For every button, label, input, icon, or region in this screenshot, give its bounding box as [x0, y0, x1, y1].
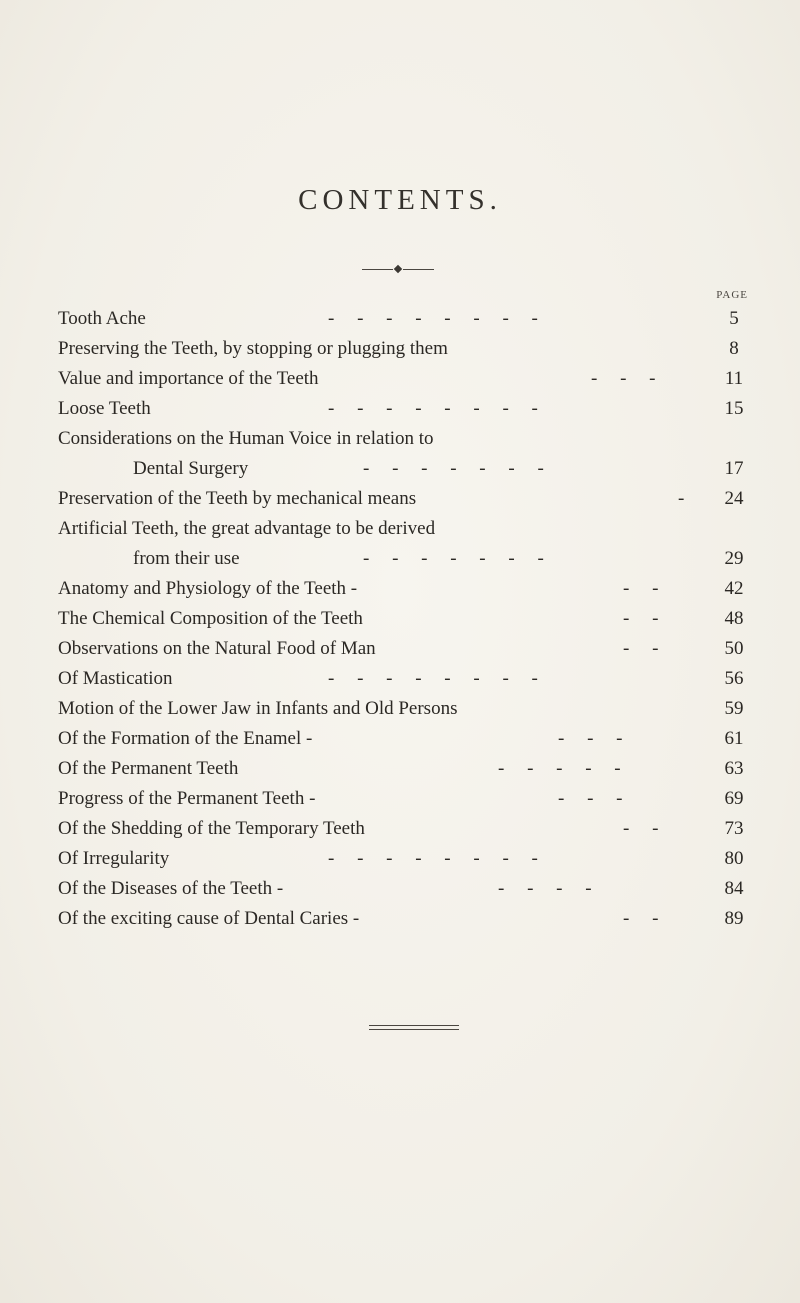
title-ornament-rule	[362, 265, 434, 275]
page-title: CONTENTS.	[298, 184, 502, 216]
toc-entry-page: 48	[724, 608, 744, 629]
toc-entry	[58, 724, 758, 754]
toc-entry-title: from their use	[133, 548, 240, 569]
toc-entry	[58, 334, 758, 364]
toc-entry-title: Dental Surgery	[133, 458, 249, 479]
toc-entry	[58, 904, 758, 934]
toc-entry-page: 89	[724, 908, 744, 929]
toc-entry-title: Considerations on the Human Voice in relation to	[58, 428, 434, 449]
toc-entry-title: Preserving the Teeth, by stopping or plugging them	[58, 338, 448, 359]
toc-entry-title: Preservation of the Teeth by mechanical means	[58, 488, 417, 509]
toc-entry-leader: - - - - -	[498, 758, 630, 779]
toc-entry-title: Progress of the Permanent Teeth -	[58, 788, 316, 809]
toc-entry-title: The Chemical Composition of the Teeth	[58, 608, 363, 629]
toc-entry-title: Value and importance of the Teeth	[58, 368, 319, 389]
toc-entry-leader: - - -	[591, 368, 665, 389]
closing-rule-line	[369, 1025, 459, 1026]
toc-entry	[58, 364, 758, 394]
toc-entry-title: Of the Formation of the Enamel -	[58, 728, 313, 749]
toc-entry	[58, 694, 758, 724]
closing-rule	[369, 1025, 459, 1031]
toc-entry-title: Tooth Ache	[58, 308, 146, 329]
page-column-label: PAGE	[716, 289, 748, 301]
toc-entry-page: 59	[724, 698, 744, 719]
toc-entry	[58, 784, 758, 814]
toc-entry	[58, 544, 758, 574]
toc-entry-page: 42	[724, 578, 744, 599]
toc-entry-page: 11	[724, 368, 744, 389]
toc-entry-leader: - - - -	[498, 878, 601, 899]
toc-entry-title: Of Mastication	[58, 668, 173, 689]
toc-entry	[58, 304, 758, 334]
toc-entry	[58, 514, 758, 544]
toc-entry-leader: - - -	[558, 728, 632, 749]
toc-entry-title: Loose Teeth	[58, 398, 151, 419]
toc-entry	[58, 664, 758, 694]
toc-entry	[58, 394, 758, 424]
toc-entry-page: 69	[724, 788, 744, 809]
toc-entry-page: 56	[724, 668, 744, 689]
toc-entry-leader: - -	[623, 818, 668, 839]
toc-entry-page: 5	[729, 308, 739, 329]
toc-entry-title: Of Irregularity	[58, 848, 170, 869]
toc-entry-leader: - - - - - - - -	[328, 668, 547, 689]
toc-entry-title: Of the Diseases of the Teeth -	[58, 878, 284, 899]
toc-entry-leader: - - - - - - -	[363, 458, 553, 479]
toc-entry-leader: - - - - - - -	[363, 548, 553, 569]
toc-entry-title: Of the Shedding of the Temporary Teeth	[58, 818, 365, 839]
toc-entry-page: 15	[724, 398, 744, 419]
toc-entry-leader: - - - - - - - -	[328, 848, 547, 869]
toc-entry-title: Motion of the Lower Jaw in Infants and Old Persons	[58, 698, 458, 719]
toc-entry-page: 63	[724, 758, 744, 779]
toc-entry-leader: - -	[623, 578, 668, 599]
toc-entry	[58, 424, 758, 454]
toc-entry	[58, 484, 758, 514]
toc-entry-title: Artificial Teeth, the great advantage to be derived	[58, 518, 436, 539]
toc-entry-leader: - - - - - - - -	[328, 308, 547, 329]
toc-entry-title: Of the Permanent Teeth	[58, 758, 239, 779]
toc-entry-leader: - - - - - - - -	[328, 398, 547, 419]
toc-entry-page: 24	[724, 488, 744, 509]
toc-entry-page: 50	[724, 638, 744, 659]
toc-entry	[58, 754, 758, 784]
toc-entry-page: 80	[724, 848, 744, 869]
ornament-diamond-icon	[394, 265, 402, 273]
toc-entry-page: 17	[724, 458, 744, 479]
toc-entry	[58, 634, 758, 664]
toc-entry-page: 29	[724, 548, 744, 569]
toc-entry	[58, 844, 758, 874]
toc-entry-leader: - - -	[558, 788, 632, 809]
toc-entry-leader: -	[678, 488, 685, 509]
closing-rule-line	[369, 1029, 459, 1030]
toc-entry-title: Observations on the Natural Food of Man	[58, 638, 376, 659]
toc-entry-page: 61	[724, 728, 744, 749]
toc-entry-leader: - -	[623, 608, 668, 629]
ornament-line-left	[362, 269, 393, 270]
toc-entry	[58, 604, 758, 634]
toc-entry	[58, 574, 758, 604]
toc-entry	[58, 454, 758, 484]
toc-entry	[58, 874, 758, 904]
toc-entry	[58, 814, 758, 844]
toc-entry-title: Anatomy and Physiology of the Teeth -	[58, 578, 358, 599]
toc-entry-title: Of the exciting cause of Dental Caries -	[58, 908, 360, 929]
toc-entry-leader: - -	[623, 638, 668, 659]
toc-entry-page: 73	[724, 818, 744, 839]
toc-entry-page: 8	[729, 338, 739, 359]
toc-entry-page: 84	[724, 878, 744, 899]
ornament-line-right	[403, 269, 434, 270]
toc-entry-leader: - -	[623, 908, 668, 929]
